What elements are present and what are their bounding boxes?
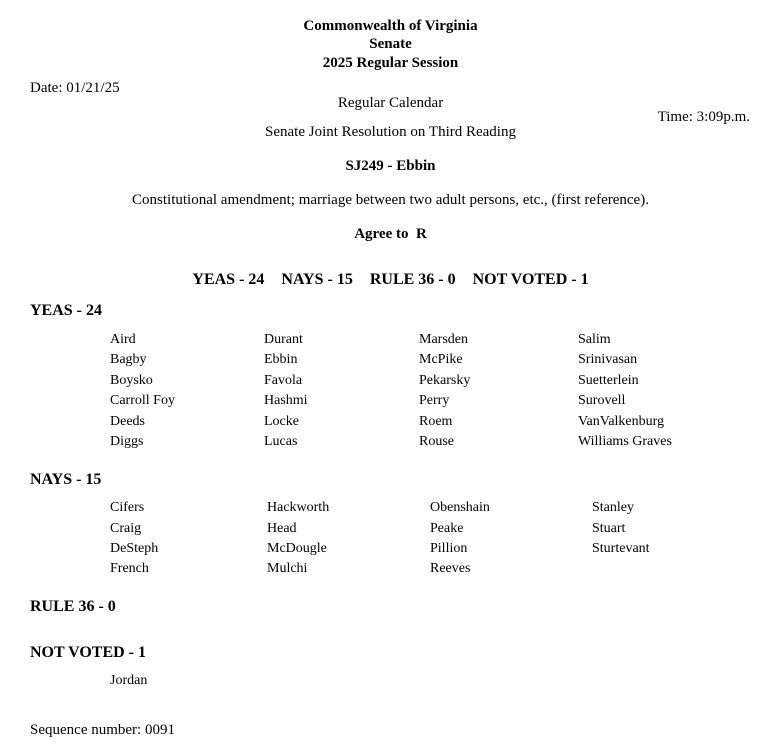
sequence-number: Sequence number: 0091 bbox=[30, 722, 175, 738]
list-item: Lucas bbox=[264, 434, 298, 449]
list-item: Head bbox=[267, 521, 297, 536]
list-item: Rouse bbox=[419, 434, 454, 449]
list-item: McDougle bbox=[267, 541, 327, 556]
list-item: Stuart bbox=[592, 521, 626, 536]
list-item: Diggs bbox=[110, 434, 144, 449]
list-item: DeSteph bbox=[110, 541, 159, 556]
motion: Agree to R bbox=[354, 226, 427, 242]
list-item: McPike bbox=[419, 352, 463, 367]
list-item: Jordan bbox=[110, 673, 148, 688]
not-voted-heading: NOT VOTED - 1 bbox=[30, 644, 146, 661]
list-item: VanValkenburg bbox=[578, 414, 665, 429]
bill-title: SJ249 - Ebbin bbox=[345, 158, 436, 174]
total-nays: NAYS - 15 bbox=[281, 271, 353, 288]
vote-totals bbox=[0, 271, 781, 289]
list-item: Sturtevant bbox=[592, 541, 650, 556]
reading-stage: Senate Joint Resolution on Third Reading bbox=[265, 124, 516, 140]
list-item: Favola bbox=[264, 373, 303, 388]
list-item: Obenshain bbox=[430, 500, 490, 515]
list-item: Srinivasan bbox=[578, 352, 638, 367]
total-yeas: YEAS - 24 bbox=[192, 271, 265, 288]
list-item: Suetterlein bbox=[578, 373, 639, 388]
list-item: Carroll Foy bbox=[110, 393, 175, 408]
calendar-type: Regular Calendar bbox=[337, 95, 444, 111]
list-item: Stanley bbox=[592, 500, 634, 515]
header-line-2: Senate bbox=[369, 36, 412, 52]
header-line-3: 2025 Regular Session bbox=[322, 55, 459, 71]
list-item: Mulchi bbox=[267, 561, 308, 576]
list-item: Ebbin bbox=[264, 352, 298, 367]
list-item: Pekarsky bbox=[419, 373, 471, 388]
total-not-voted: NOT VOTED - 1 bbox=[472, 271, 589, 288]
list-item: Peake bbox=[430, 521, 464, 536]
vote-time: Time: 3:09p.m. bbox=[657, 109, 750, 125]
list-item: Locke bbox=[264, 414, 299, 429]
list-item: Aird bbox=[110, 332, 136, 347]
list-item: Surovell bbox=[578, 393, 626, 408]
list-item: Marsden bbox=[419, 332, 468, 347]
header-line-1: Commonwealth of Virginia bbox=[303, 18, 478, 34]
list-item: Perry bbox=[419, 393, 450, 408]
list-item: Cifers bbox=[110, 500, 145, 515]
list-item: Hashmi bbox=[264, 393, 308, 408]
vote-date: Date: 01/21/25 bbox=[30, 80, 120, 96]
list-item: Craig bbox=[110, 521, 142, 536]
list-item: French bbox=[110, 561, 149, 576]
nays-heading: NAYS - 15 bbox=[30, 471, 102, 488]
list-item: Hackworth bbox=[267, 500, 330, 515]
list-item: Durant bbox=[264, 332, 303, 347]
list-item: Pillion bbox=[430, 541, 468, 556]
list-item: Boysko bbox=[110, 373, 153, 388]
list-item: Salim bbox=[578, 332, 611, 347]
list-item: Williams Graves bbox=[578, 434, 672, 449]
rule36-heading: RULE 36 - 0 bbox=[30, 598, 116, 615]
list-item: Reeves bbox=[430, 561, 471, 576]
bill-description: Constitutional amendment; marriage between two adult persons, etc., (first reference). bbox=[132, 192, 649, 208]
list-item: Bagby bbox=[110, 352, 147, 367]
total-rule36: RULE 36 - 0 bbox=[369, 271, 456, 288]
list-item: Roem bbox=[419, 414, 453, 429]
yeas-heading: YEAS - 24 bbox=[30, 302, 103, 319]
list-item: Deeds bbox=[110, 414, 145, 429]
